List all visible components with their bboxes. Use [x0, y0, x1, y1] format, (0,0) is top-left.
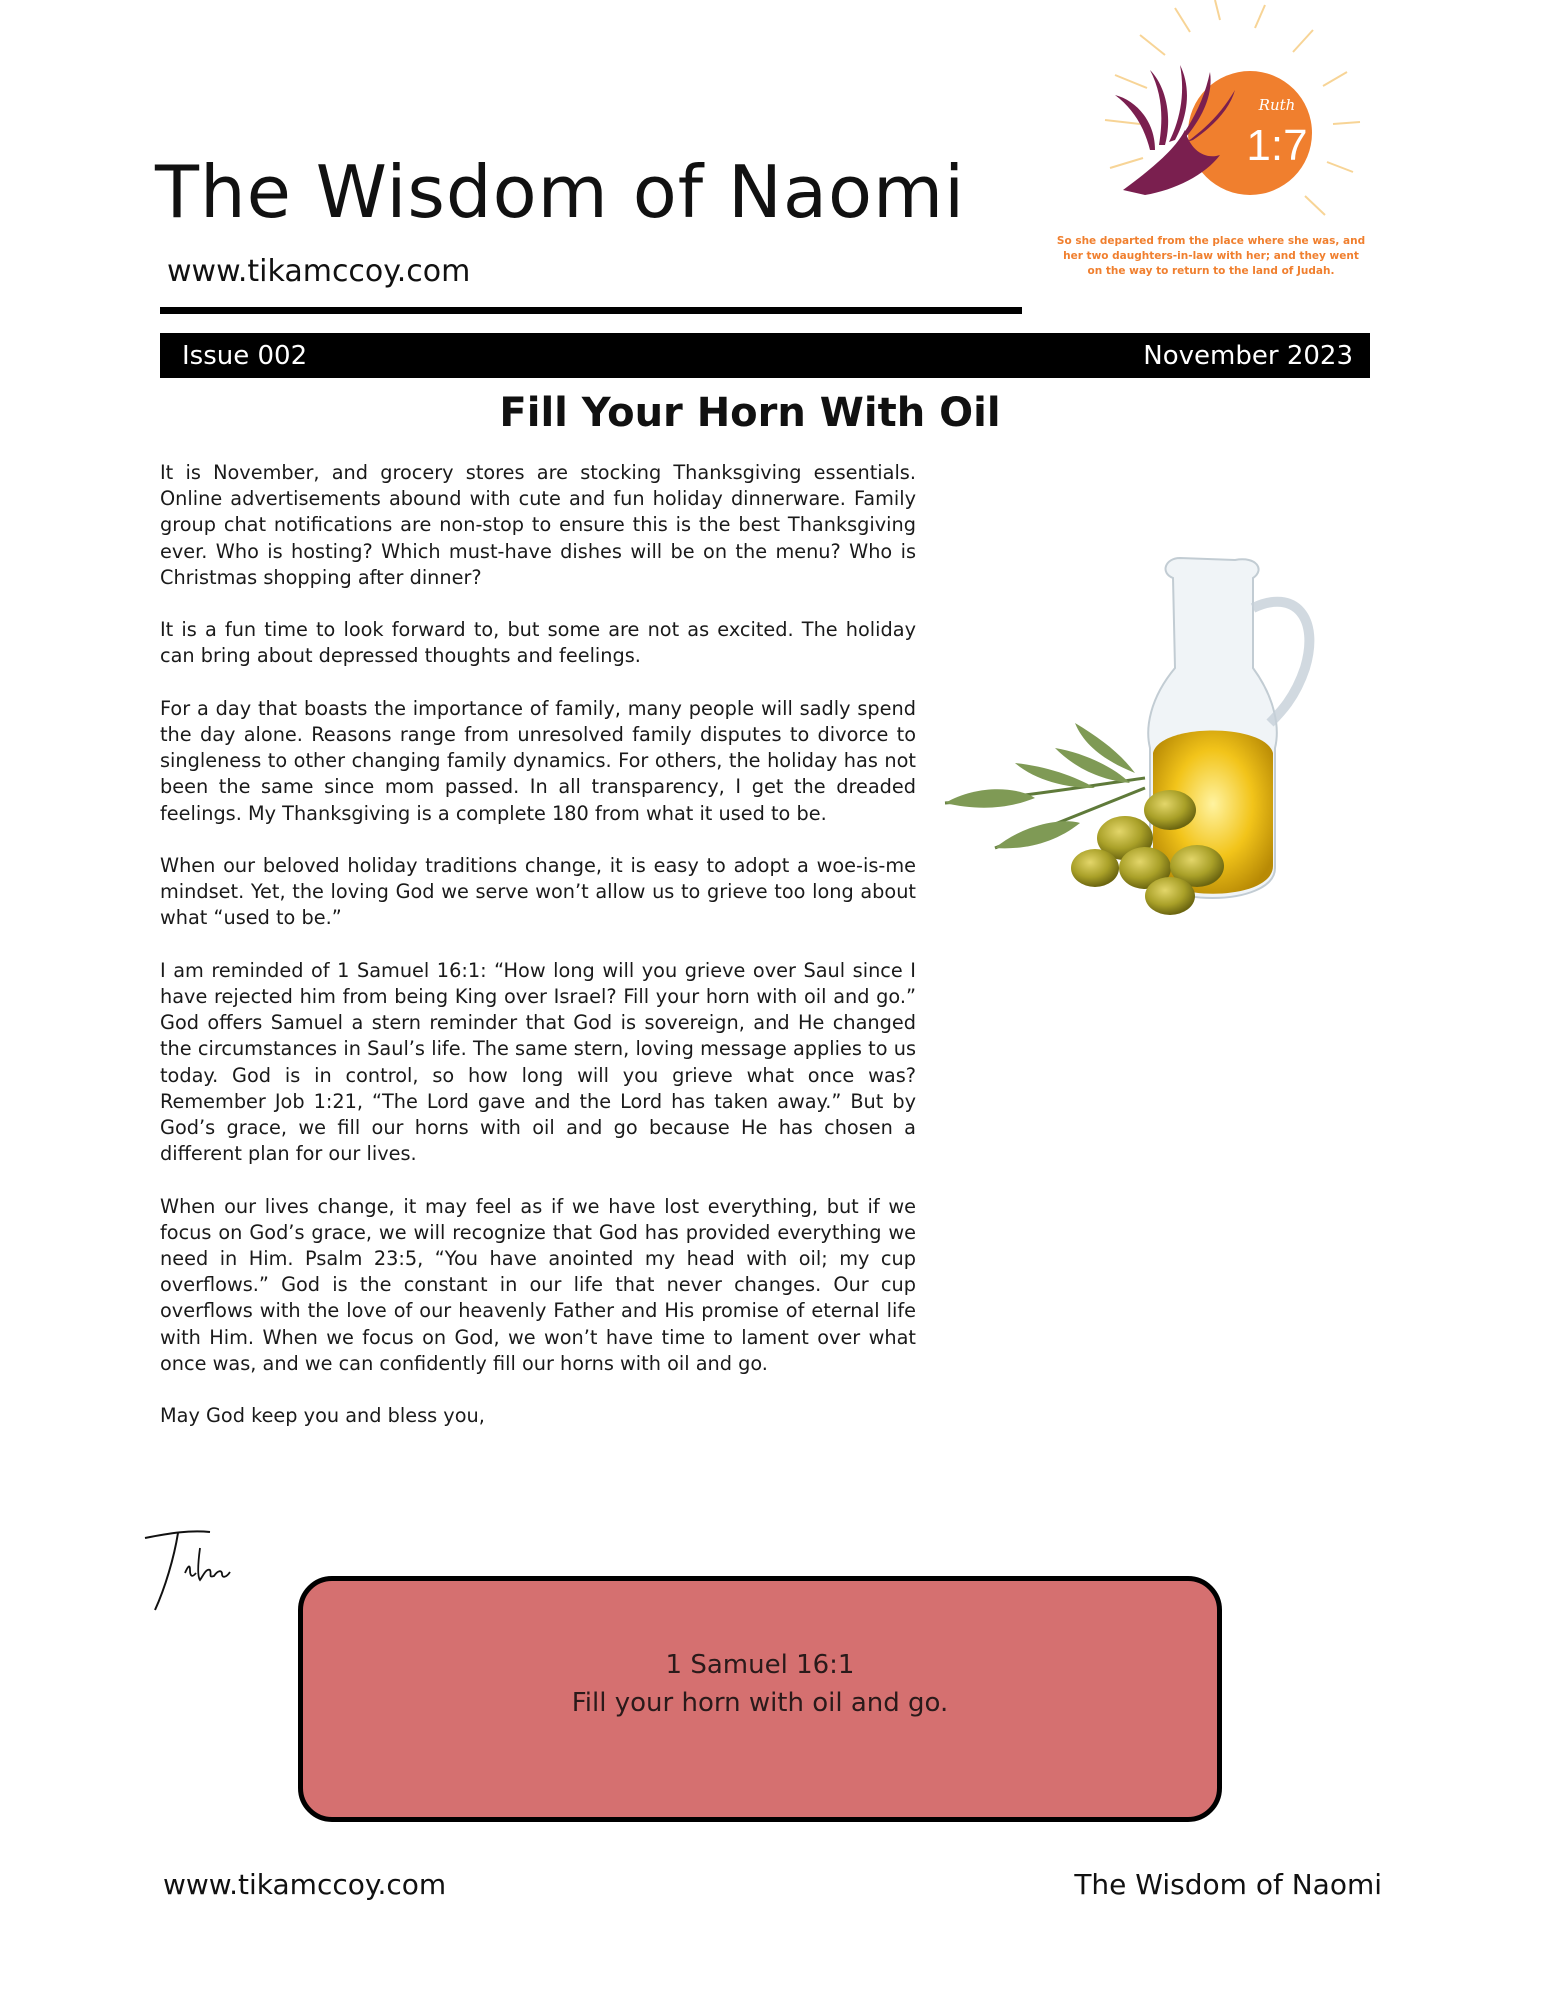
masthead-divider	[160, 307, 1022, 314]
logo-word: Ruth	[1258, 96, 1296, 114]
article-paragraph: For a day that boasts the importance of family, many people will sadly spend the day alone. Reasons range from unresolved family disputes to divorce to singleness to other changing family dynamics. For others, the holiday has not been the same since mom passed. In all transparency, I get the dreaded feelings. My Thanksgiving is a complete 180 from what it used to be.	[160, 696, 916, 825]
article-body	[160, 460, 916, 1429]
article-title: Fill Your Horn With Oil	[499, 390, 1001, 436]
article-paragraph: I am reminded of 1 Samuel 16:1: “How long will you grieve over Saul since I have rejected him from being King over Israel? Fill your horn with oil and go.” God offers Samuel a stern reminder that God is sovereign, and He changed the circumstances in Saul’s life. The same stern, loving message applies to us today. God is in control, so how long will you grieve what once was? Remember Job 1:21, “The Lord gave and the Lord has taken away.” But by God’s grace, we fill our horns with oil and go because He has chosen a different plan for our lives.	[160, 958, 916, 1166]
logo-chapter-verse: 1:7	[1246, 121, 1308, 170]
article-paragraph: It is a fun time to look forward to, but some are not as excited. The holiday can bring about depressed thoughts and feelings.	[160, 618, 916, 668]
issue-number: Issue 002	[182, 340, 308, 371]
article-closing: May God keep you and bless you,	[160, 1404, 485, 1428]
issue-bar	[160, 333, 1370, 378]
callout-text: Fill your horn with oil and go.	[571, 1688, 949, 1718]
masthead-title: The Wisdom of Naomi	[155, 150, 966, 234]
signature	[140, 1518, 250, 1613]
callout-reference: 1 Samuel 16:1	[665, 1650, 855, 1680]
issue-date: November 2023	[1143, 340, 1353, 371]
logo-verse-text: So she departed from the place where she was, and her two daughters-in-law with her; and they went on the way to return to the land of Judah.	[1056, 235, 1366, 277]
olive-oil-jar-image	[935, 548, 1360, 948]
footer-url[interactable]: www.tikamccoy.com	[163, 1868, 447, 1901]
masthead-url[interactable]: www.tikamccoy.com	[167, 254, 471, 289]
scripture-callout	[298, 1576, 1222, 1822]
article-paragraph: It is November, and grocery stores are stocking Thanksgiving essentials. Online advertisements abound with cute and fun holiday dinnerware. Family group chat notifications are non-stop to ensure this is the best Thanksgiving ever. Who is hosting? Which must-have dishes will be on the menu? Who is Christmas shopping after dinner?	[160, 461, 916, 589]
article-paragraph: When our lives change, it may feel as if we have lost everything, but if we focus on God’s grace, we will recognize that God has provided everything we need in Him. Psalm 23:5, “You have anointed my head with oil; my cup overflows.” God is the constant in our life that never changes. Our cup overflows with the love of our heavenly Father and His promise of eternal life with Him. When we focus on God, we won’t have time to lament over what once was, and we can confidently fill our horns with oil and go.	[160, 1194, 916, 1375]
footer-title: The Wisdom of Naomi	[1074, 1868, 1382, 1901]
article-paragraph: When our beloved holiday traditions change, it is easy to adopt a woe-is-me mindset. Yet, the loving God we serve won’t allow us to grieve too long about what “used to be.”	[160, 854, 916, 930]
